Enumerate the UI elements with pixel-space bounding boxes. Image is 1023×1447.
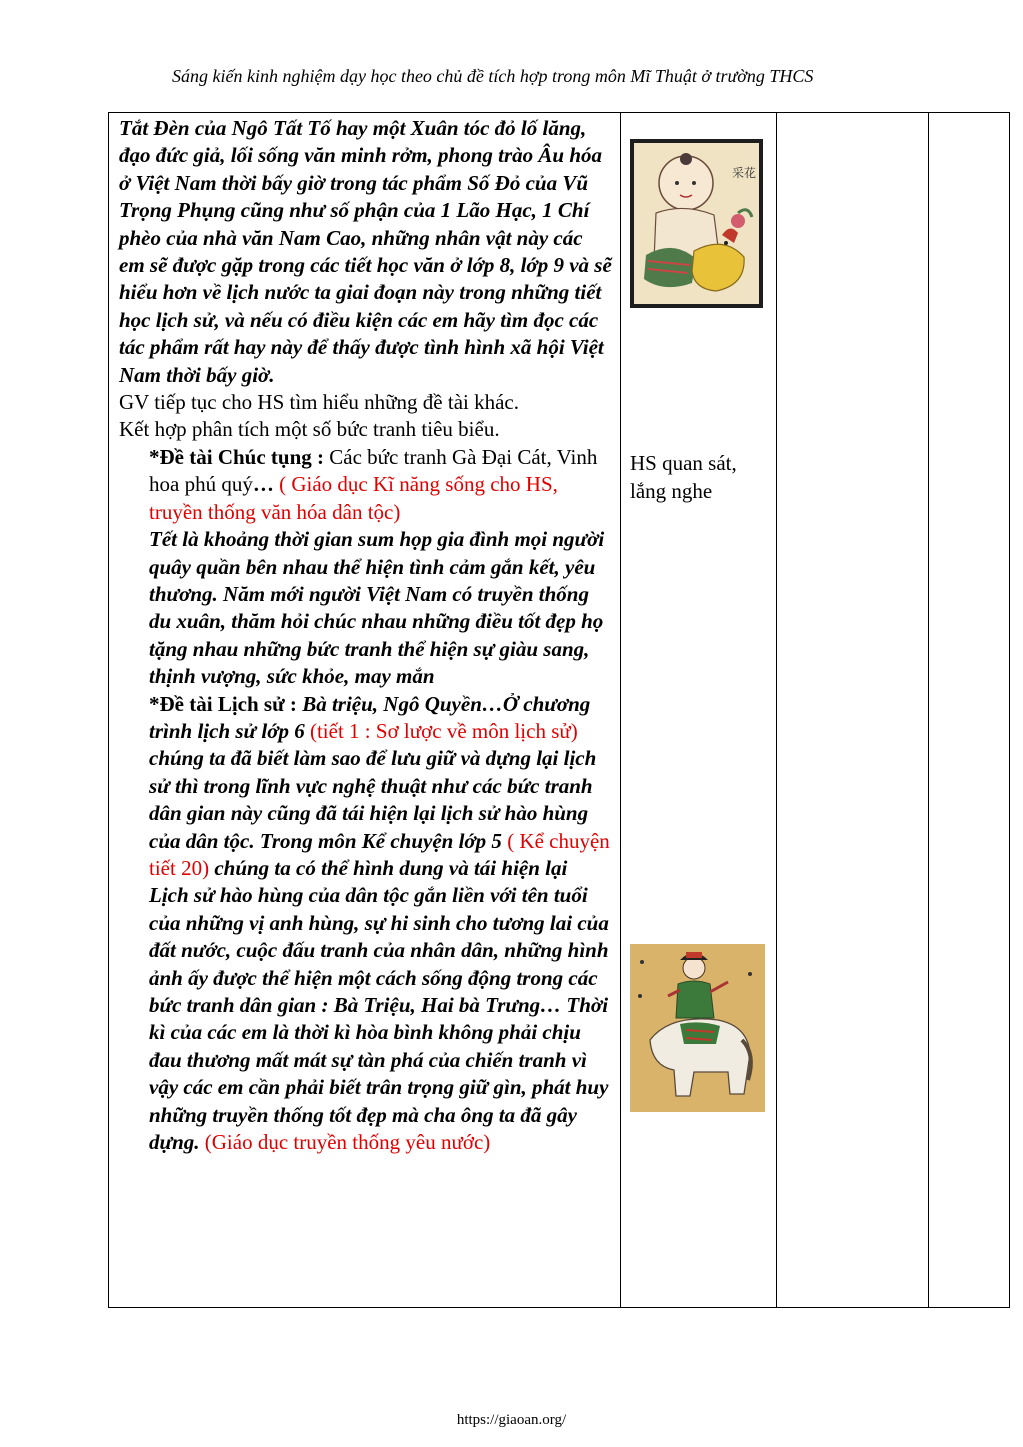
- student-activity-text: HS quan sát, lắng nghe: [630, 451, 737, 503]
- empty-cell-3: [777, 113, 929, 1308]
- topic1-note: ( Giáo dục Kĩ năng sống cho HS, truyền thống văn hóa dân tộc): [149, 472, 558, 524]
- page-header: Sáng kiến kinh nghiệm dạy học theo chủ đề tích hợp trong môn Mĩ Thuật ở trường THCS: [172, 66, 814, 86]
- topic2-a: Bà triệu, Ngô Quyền…Ở chương trình lịch sử lớp 6: [149, 691, 591, 743]
- teacher-activity-cell: [109, 113, 621, 1308]
- kethop-line: Kết hợp phân tích một số bức tranh tiêu biểu.: [119, 417, 500, 442]
- topic2-c: chúng ta có thể hình dung và tái hiện lại Lịch sử hào hùng của dân tộc gắn liền với tên tuổi của những vị anh hùng, sự hi sinh cho tương lai của đất nước, cuộc đấu tranh của nhân dân, những hình ảnh ấy được thể hiện một cách sống động trong các bức tranh dân gian : Bà Triệu, Hai bà Trưng… Thời kì của các em là thời kì hòa bình không phải chịu đau thương mất mát sự tàn phá của chiến tranh vì vậy các em cần phải biết trân trọng giữ gìn, phát huy những truyền thống tốt đẹp mà cha ông ta đã gây dựng.: [149, 855, 609, 1155]
- table-row: [109, 113, 1010, 1308]
- topic2-note-1: (tiết 1 : Sơ lược về môn lịch sử): [309, 718, 578, 743]
- folk-painting-ba-trieu-on-elephant-icon: [630, 944, 765, 1112]
- topic2-label: *Đề tài Lịch sử :: [149, 691, 297, 716]
- topic2-note-2: ( Kể chuyện tiết 20): [149, 828, 610, 880]
- footer-url: https://giaoan.org/: [456, 1412, 567, 1428]
- intro-paragraph: Tắt Đèn của Ngô Tất Tố hay một Xuân tóc đỏ lố lăng, đạo đức giả, lối sống văn minh rởm, phong trào Âu hóa ở Việt Nam thời bấy giờ trong tác phẩm Số Đỏ của Vũ Trọng Phụng cũng như số phận của 1 Lão Hạc, 1 Chí phèo của nhà văn Nam Cao, những nhân vật này các em sẽ được gặp trong các tiết học văn ở lớp 8, lớp 9 và sẽ hiểu hơn về lịch nước ta giai đoạn này trong những tiết học lịch sử, và nếu có điều kiện các em hãy tìm đọc các tác phẩm rất hay này để thấy được tình hình xã hội Việt Nam thời bấy giờ.: [119, 116, 612, 387]
- topic2-note-3: (Giáo dục truyền thống yêu nước): [199, 1130, 491, 1155]
- student-activity-cell: [621, 113, 777, 1308]
- topic-chuc-tung: [149, 444, 612, 526]
- lesson-table: [108, 112, 1010, 1308]
- empty-cell-4: [929, 113, 1010, 1308]
- topic1-dots: …: [252, 472, 274, 497]
- gv-line: GV tiếp tục cho HS tìm hiểu những đề tài khác.: [119, 390, 520, 415]
- topic1-plain: Các bức tranh Gà Đại Cát, Vinh hoa phú quý: [149, 444, 598, 497]
- topic-lich-su: [149, 691, 612, 1157]
- pic1-caption: 采花: [731, 166, 757, 180]
- topics-block: [119, 444, 612, 1157]
- topic1-label: *Đề tài Chúc tụng :: [149, 444, 325, 469]
- topic1-body: Tết là khoảng thời gian sum họp gia đình mọi người quây quần bên nhau thể hiện tình cảm gắn kết, yêu thương. Năm mới người Việt Nam có truyền thống du xuân, thăm hỏi chúc nhau những điều tốt đẹp họ tặng nhau những bức tranh thể hiện sự giàu sang, thịnh vượng, sức khỏe, may mắn: [149, 527, 605, 689]
- folk-painting-boy-with-rooster-icon: [630, 139, 763, 308]
- topic2-b: chúng ta đã biết làm sao để lưu giữ và dựng lại lịch sử thì trong lĩnh vực nghệ thuật như các bức tranh dân gian này cũng đã tái hiện lại lịch sử hào hùng của dân tộc. Trong môn Kể chuyện lớp 5: [149, 746, 597, 853]
